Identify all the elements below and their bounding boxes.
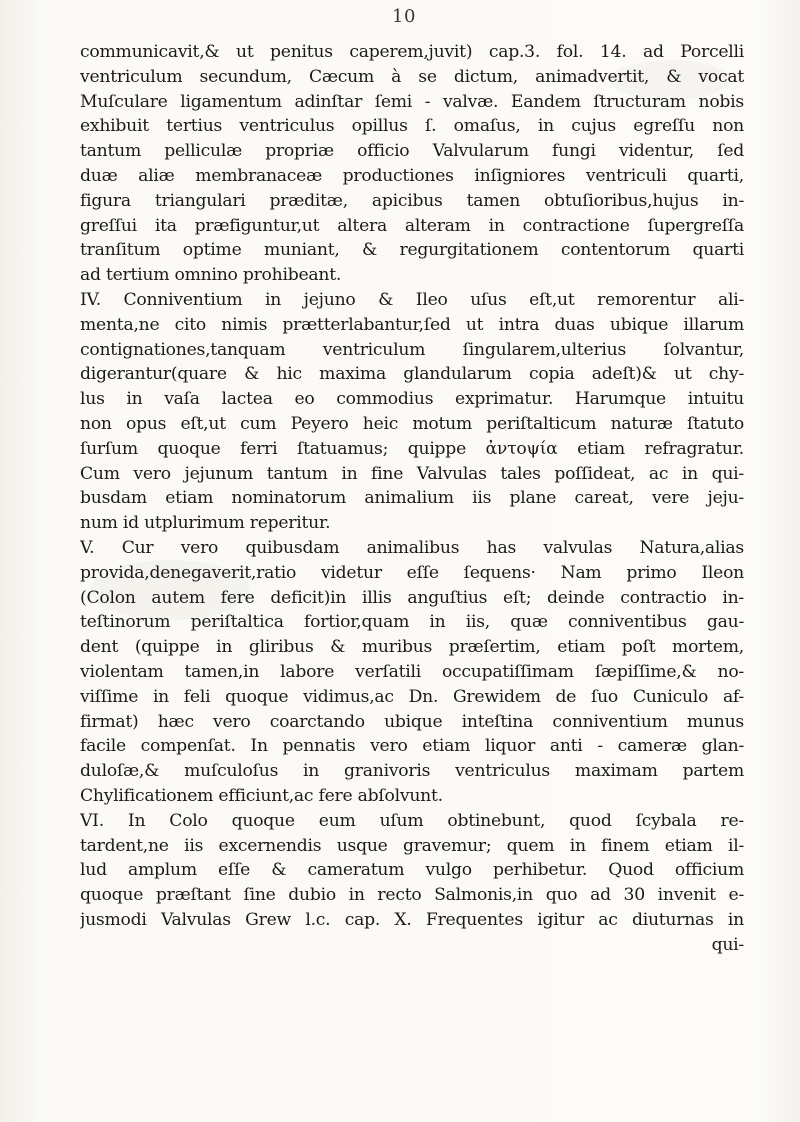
text-line: menta,ne cito nimis prætterlabantur,ſed ut intra duas ubique illarum (80, 314, 744, 335)
text-line: viſſime in feli quoque vidimus,ac Dn. Grewidem de ſuo Cuniculo af- (80, 686, 744, 707)
text-line: quoque præſtant ſine dubio in recto Salmonis,in quo ad 30 invenit e- (80, 885, 744, 906)
text-line: tardent,ne iis excernendis usque gravemur; quem in finem etiam il- (80, 835, 744, 856)
text-line: figura triangulari præditæ, apicibus tamen obtuſioribus,hujus in- (80, 190, 744, 211)
text-line: teſtinorum periſtaltica fortior,quam in iis, quæ conniventibus gau- (80, 612, 744, 633)
text-line: VI. In Colo quoque eum uſum obtinebunt, quod ſcybala re- (80, 810, 744, 831)
catchword: qui- (711, 934, 744, 955)
text-line: firmat) hæc vero coarctando ubique inteſtina conniventium munus (80, 711, 744, 732)
text-line: digerantur(quare & hic maxima glandularum copia adeſt)& ut chy- (80, 364, 744, 385)
text-line: Chylificationem efficiunt,ac fere abſolvunt. (80, 785, 443, 806)
text-line: exhibuit tertius ventriculus opillus ſ. omaſus, in cujus egreſſu non (80, 116, 744, 137)
text-line: facile compenſat. In pennatis vero etiam liquor anti - cameræ glan- (80, 736, 744, 757)
text-line: duæ aliæ membranaceæ productiones inſigniores ventriculi quarti, (80, 165, 744, 186)
text-line: provida,denegaverit,ratio videtur eſſe ſequens· Nam primo Ileon (80, 562, 744, 583)
text-line: non opus eſt,ut cum Peyero heic motum periſtalticum naturæ ſtatuto (80, 413, 744, 434)
text-line: jusmodi Valvulas Grew l.c. cap. X. Frequentes igitur ac diuturnas in (80, 909, 744, 930)
page-number: 10 (392, 6, 416, 27)
text-line: busdam etiam nominatorum animalium iis plane careat, vere jeju- (80, 488, 744, 509)
text-line: communicavit,& ut penitus caperem,juvit) cap.3. fol. 14. ad Porcelli (80, 42, 744, 62)
text-line: lud amplum eſſe & cameratum vulgo perhibetur. Quod officium (80, 860, 744, 881)
text-line: IV. Conniventium in jejuno & Ileo uſus eſt,ut remorentur ali- (80, 289, 744, 310)
text-line: lus in vaſa lactea eo commodius exprimatur. Harumque intuitu (80, 389, 744, 410)
text-line: tantum pelliculæ propriæ officio Valvularum fungi videntur, ſed (80, 141, 744, 162)
text-line: tranſitum optime muniant, & regurgitationem contentorum quarti (80, 240, 744, 261)
text-line: (Colon autem fere deficit)in illis anguſtius eſt; deinde contractio in- (80, 587, 744, 608)
text-line: Cum vero jejunum tantum in fine Valvulas tales poſſideat, ac in qui- (80, 463, 744, 484)
body-text (80, 40, 744, 957)
text-line: num id utplurimum reperitur. (80, 513, 331, 534)
text-line: violentam tamen,in labore verſatili occupatiſſimam ſæpiſſime,& no- (80, 661, 744, 682)
text-line: contignationes,tanquam ventriculum ſingularem,ulterius ſolvantur, (80, 339, 744, 360)
text-line: greſſui ita præfiguntur,ut altera alteram in contractione ſupergreſſa (80, 215, 744, 236)
text-line: dent (quippe in gliribus & muribus præſertim, etiam poſt mortem, (80, 637, 744, 658)
text-line: duloſæ,& muſculoſus in granivoris ventriculus maximam partem (80, 761, 744, 782)
text-line: ventriculum secundum, Cæcum à se dictum, animadvertit, & vocat (80, 66, 744, 87)
text-line: V. Cur vero quibusdam animalibus has valvulas Natura,alias (80, 537, 744, 558)
text-line: ſurſum quoque ferri ſtatuamus; quippe ἀντοψία etiam refragratur. (80, 438, 744, 459)
text-line: ad tertium omnino prohibeant. (80, 265, 342, 286)
text-line: Muſculare ligamentum adinſtar ſemi - valvæ. Eandem ſtructuram nobis (80, 91, 744, 112)
